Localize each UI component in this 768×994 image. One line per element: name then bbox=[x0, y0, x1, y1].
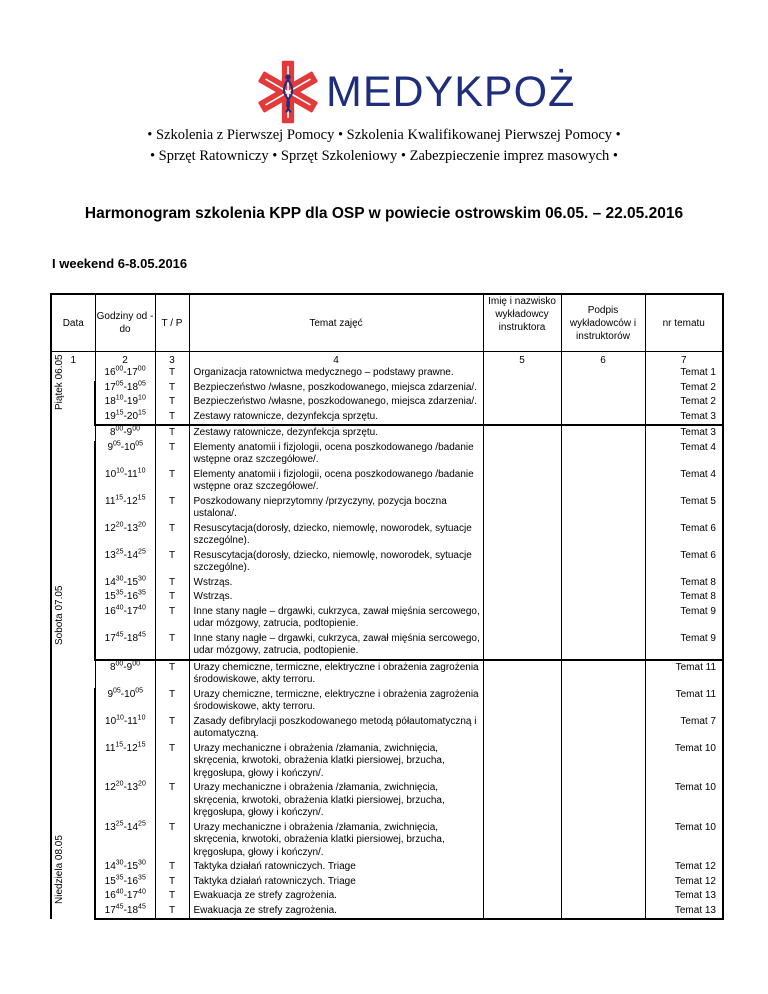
topic-text: Inne stany nagłe – drgawki, cukrzyca, zawał mięśnia sercowego, udar mózgowy, zatrucia, podtopienie. bbox=[189, 605, 483, 632]
time-range: $9^{05}-10^{05}$ bbox=[95, 441, 155, 468]
topic-text: Elementy anatomii i fizjologii, ocena poszkodowanego /badanie wstępne oraz szczegółowe/. bbox=[189, 468, 483, 495]
time-range: $14^{30}-15^{30}$ bbox=[95, 860, 155, 875]
time-to-minute: 10 bbox=[137, 714, 146, 722]
time-range: $12^{20}-13^{20}$ bbox=[95, 522, 155, 549]
time-to-minute: 15 bbox=[137, 494, 146, 502]
time-from-hour: 15 bbox=[104, 591, 116, 602]
document-title: Harmonogram szkolenia KPP dla OSP w powiecie ostrowskim 06.05. – 22.05.2016 bbox=[84, 205, 684, 222]
signature-cell bbox=[561, 860, 645, 875]
time-to-minute: 25 bbox=[138, 548, 146, 556]
time-range: $15^{35}-16^{35}$ bbox=[95, 875, 155, 890]
signature-cell bbox=[561, 495, 645, 522]
time-range: $15^{35}-16^{35}$ bbox=[95, 590, 155, 605]
time-range: $9^{05}-10^{05}$ bbox=[95, 688, 155, 715]
time-range: $13^{25}-14^{25}$ bbox=[95, 821, 155, 861]
col-header-signature: Podpis wykładowców i instruktorów bbox=[561, 294, 645, 352]
signature-cell bbox=[561, 904, 645, 920]
col-header-instructor: Imię i nazwisko wykładowcy instruktora bbox=[483, 294, 561, 352]
topic-number: Temat 8 bbox=[645, 576, 723, 591]
time-from-hour: 8 bbox=[109, 661, 116, 673]
time-to-minute: 00 bbox=[137, 365, 146, 373]
instructor-cell bbox=[483, 576, 561, 591]
column-number: 1 bbox=[51, 352, 95, 367]
time-from-minute: 05 bbox=[115, 380, 124, 388]
table-row bbox=[51, 904, 723, 920]
instructor-cell bbox=[483, 381, 561, 396]
time-from-hour: 15 bbox=[104, 875, 116, 887]
time-from-hour: 8 bbox=[109, 427, 116, 438]
time-to-hour: 15 bbox=[126, 861, 139, 872]
time-to-hour: 16 bbox=[126, 875, 139, 887]
type-tp: T bbox=[155, 495, 189, 522]
time-to-hour: 13 bbox=[126, 522, 139, 534]
topic-text: Taktyka działań ratowniczych. Triage bbox=[189, 875, 483, 890]
time-to-hour: 10 bbox=[124, 441, 136, 453]
table-row bbox=[51, 381, 723, 396]
instructor-cell bbox=[483, 742, 561, 782]
topic-number: Temat 3 bbox=[645, 410, 723, 426]
signature-cell bbox=[561, 781, 645, 821]
signature-cell bbox=[561, 576, 645, 591]
type-tp: T bbox=[155, 821, 189, 861]
table-row bbox=[51, 590, 723, 605]
topic-number: Temat 9 bbox=[645, 605, 723, 632]
time-from-minute: 25 bbox=[115, 548, 124, 556]
topic-text: Resuscytacja(dorosły, dziecko, niemowlę, noworodek, sytuacje szczególne). bbox=[189, 522, 483, 549]
table-row bbox=[51, 715, 723, 742]
time-from-minute: 30 bbox=[115, 575, 124, 583]
table-row bbox=[51, 366, 723, 381]
time-range: $12^{20}-13^{20}$ bbox=[95, 781, 155, 821]
instructor-cell bbox=[483, 860, 561, 875]
time-from-minute: 00 bbox=[115, 365, 124, 373]
time-from-minute: 25 bbox=[115, 820, 124, 828]
type-tp: T bbox=[155, 860, 189, 875]
type-tp: T bbox=[155, 632, 189, 660]
topic-text: Wstrząs. bbox=[189, 590, 483, 605]
time-to-hour: 14 bbox=[126, 549, 139, 561]
topic-number: Temat 4 bbox=[645, 441, 723, 468]
instructor-cell bbox=[483, 425, 561, 441]
time-from-hour: 13 bbox=[104, 549, 116, 561]
time-range: $8^{00}-9^{00}$ bbox=[95, 425, 155, 441]
time-from-minute: 10 bbox=[115, 394, 124, 402]
time-to-hour: 10 bbox=[124, 688, 136, 700]
signature-cell bbox=[561, 366, 645, 381]
instructor-cell bbox=[483, 410, 561, 426]
topic-number: Temat 6 bbox=[645, 522, 723, 549]
signature-cell bbox=[561, 715, 645, 742]
table-row bbox=[51, 410, 723, 426]
time-to-hour: 11 bbox=[127, 468, 138, 480]
topic-number: Temat 11 bbox=[645, 688, 723, 715]
time-to-minute: 35 bbox=[138, 589, 146, 597]
table-row bbox=[51, 781, 723, 821]
time-range: $13^{25}-14^{25}$ bbox=[95, 549, 155, 576]
time-to-minute: 10 bbox=[138, 394, 146, 402]
time-from-minute: 30 bbox=[115, 859, 124, 867]
schedule-table bbox=[50, 293, 724, 920]
instructor-cell bbox=[483, 688, 561, 715]
day-label: Niedziela 08.05 bbox=[54, 835, 65, 904]
signature-cell bbox=[561, 425, 645, 441]
column-number: 4 bbox=[189, 352, 483, 367]
time-from-minute: 10 bbox=[116, 714, 124, 722]
time-from-hour: 13 bbox=[104, 821, 116, 833]
time-from-minute: 35 bbox=[115, 874, 124, 882]
time-range: $16^{40}-17^{40}$ bbox=[95, 889, 155, 904]
column-number: 7 bbox=[645, 352, 723, 367]
signature-cell bbox=[561, 632, 645, 660]
time-to-minute: 45 bbox=[138, 631, 146, 639]
type-tp: T bbox=[155, 715, 189, 742]
time-from-minute: 45 bbox=[115, 631, 124, 639]
brand-logo bbox=[254, 60, 575, 124]
time-from-hour: 10 bbox=[105, 715, 117, 727]
time-from-minute: 00 bbox=[115, 660, 124, 668]
type-tp: T bbox=[155, 381, 189, 396]
topic-text: Elementy anatomii i fizjologii, ocena poszkodowanego /badanie wstępne oraz szczegółowe/. bbox=[189, 441, 483, 468]
type-tp: T bbox=[155, 688, 189, 715]
tagline-line-2: • Sprzęt Ratowniczy • Sprzęt Szkoleniowy • Zabezpieczenie imprez masowych • bbox=[149, 148, 619, 164]
star-of-life-icon bbox=[254, 58, 322, 126]
column-number: 3 bbox=[155, 352, 189, 367]
table-row bbox=[51, 660, 723, 688]
time-to-minute: 05 bbox=[135, 440, 144, 448]
table-row bbox=[51, 522, 723, 549]
instructor-cell bbox=[483, 395, 561, 410]
time-from-minute: 15 bbox=[115, 409, 124, 417]
table-row bbox=[51, 395, 723, 410]
brand-name: MEDYKPOŻ bbox=[326, 67, 576, 116]
time-from-hour: 10 bbox=[105, 468, 117, 480]
topic-number: Temat 4 bbox=[645, 468, 723, 495]
time-to-hour: 14 bbox=[126, 821, 139, 833]
topic-number: Temat 10 bbox=[645, 821, 723, 861]
table-row bbox=[51, 742, 723, 782]
time-to-hour: 13 bbox=[126, 782, 139, 793]
time-from-hour: 12 bbox=[104, 522, 116, 534]
tagline-line-1: • Szkolenia z Pierwszej Pomocy • Szkolenia Kwalifikowanej Pierwszej Pomocy • bbox=[147, 127, 621, 143]
topic-text: Zestawy ratownicze, dezynfekcja sprzętu. bbox=[189, 425, 483, 441]
time-from-hour: 17 bbox=[104, 632, 116, 644]
type-tp: T bbox=[155, 522, 189, 549]
topic-text: Urazy mechaniczne i obrażenia /złamania, zwichnięcia, skręcenia, krwotoki, obrażenia klatki piersiowej, brzucha, kręgosłupa, głowy i kończyn/. bbox=[189, 781, 483, 821]
time-from-hour: 12 bbox=[104, 782, 116, 793]
time-range: $8^{00}-9^{00}$ bbox=[95, 660, 155, 688]
topic-text: Organizacja ratownictwa medycznego – podstawy prawne. bbox=[189, 366, 483, 381]
topic-number: Temat 2 bbox=[645, 395, 723, 410]
time-from-hour: 14 bbox=[104, 861, 116, 872]
signature-cell bbox=[561, 522, 645, 549]
table-row bbox=[51, 576, 723, 591]
time-to-minute: 00 bbox=[132, 425, 141, 433]
time-to-hour: 12 bbox=[126, 742, 138, 754]
time-from-hour: 18 bbox=[104, 396, 116, 407]
column-number: 6 bbox=[561, 352, 645, 367]
time-to-minute: 30 bbox=[138, 575, 146, 583]
table-row bbox=[51, 875, 723, 890]
signature-cell bbox=[561, 410, 645, 426]
time-to-hour: 17 bbox=[126, 605, 139, 617]
signature-cell bbox=[561, 590, 645, 605]
time-from-hour: 9 bbox=[107, 441, 113, 453]
day-label-cell bbox=[51, 425, 95, 660]
time-to-hour: 18 bbox=[126, 381, 139, 393]
topic-text: Inne stany nagłe – drgawki, cukrzyca, zawał mięśnia sercowego, udar mózgowy, zatrucia, podtopienie. bbox=[189, 632, 483, 660]
time-range: $19^{15}-20^{15}$ bbox=[95, 410, 155, 426]
type-tp: T bbox=[155, 366, 189, 381]
time-from-hour: 11 bbox=[105, 495, 116, 507]
col-header-data: Data bbox=[51, 294, 95, 352]
table-row bbox=[51, 468, 723, 495]
topic-text: Zasady defibrylacji poszkodowanego metodą półautomatyczną i automatyczną. bbox=[189, 715, 483, 742]
signature-cell bbox=[561, 395, 645, 410]
instructor-cell bbox=[483, 605, 561, 632]
time-range: $17^{05}-18^{05}$ bbox=[95, 381, 155, 396]
day-label-cell bbox=[51, 354, 95, 425]
type-tp: T bbox=[155, 549, 189, 576]
topic-number: Temat 1 bbox=[645, 366, 723, 381]
table-row bbox=[51, 688, 723, 715]
time-from-minute: 20 bbox=[115, 521, 124, 529]
time-to-hour: 20 bbox=[126, 410, 139, 422]
time-range: $16^{00}-17^{00}$ bbox=[95, 366, 155, 381]
instructor-cell bbox=[483, 715, 561, 742]
day-label-cell bbox=[51, 660, 95, 920]
topic-number: Temat 13 bbox=[645, 889, 723, 904]
time-from-hour: 16 bbox=[104, 367, 116, 378]
time-from-minute: 35 bbox=[115, 589, 124, 597]
type-tp: T bbox=[155, 904, 189, 920]
topic-text: Taktyka działań ratowniczych. Triage bbox=[189, 860, 483, 875]
instructor-cell bbox=[483, 468, 561, 495]
topic-text: Wstrząs. bbox=[189, 576, 483, 591]
time-from-minute: 40 bbox=[115, 604, 124, 612]
topic-number: Temat 6 bbox=[645, 549, 723, 576]
time-from-minute: 15 bbox=[115, 494, 124, 502]
time-to-minute: 40 bbox=[138, 604, 146, 612]
time-to-minute: 15 bbox=[138, 409, 146, 417]
topic-text: Poszkodowany nieprzytomny /przyczyny, pozycja boczna ustalona/. bbox=[189, 495, 483, 522]
table-row bbox=[51, 889, 723, 904]
type-tp: T bbox=[155, 605, 189, 632]
signature-cell bbox=[561, 468, 645, 495]
topic-text: Bezpieczeństwo /własne, poszkodowanego, miejsca zdarzenia/. bbox=[189, 395, 483, 410]
time-from-minute: 45 bbox=[115, 903, 124, 911]
time-range: $16^{40}-17^{40}$ bbox=[95, 605, 155, 632]
time-to-hour: 15 bbox=[126, 576, 139, 588]
time-from-minute: 05 bbox=[113, 440, 121, 448]
time-from-hour: 19 bbox=[104, 410, 116, 422]
time-range: $11^{15}-12^{15}$ bbox=[95, 495, 155, 522]
time-to-minute: 10 bbox=[137, 467, 146, 475]
time-to-minute: 05 bbox=[135, 687, 144, 695]
type-tp: T bbox=[155, 410, 189, 426]
type-tp: T bbox=[155, 660, 189, 688]
table-row bbox=[51, 441, 723, 468]
type-tp: T bbox=[155, 590, 189, 605]
instructor-cell bbox=[483, 875, 561, 890]
time-from-hour: 17 bbox=[104, 904, 116, 916]
topic-text: Urazy mechaniczne i obrażenia /złamania, zwichnięcia, skręcenia, krwotoki, obrażenia klatki piersiowej, brzucha, kręgosłupa, głowy i kończyn/. bbox=[189, 821, 483, 861]
time-to-hour: 18 bbox=[126, 904, 139, 916]
time-range: $17^{45}-18^{45}$ bbox=[95, 632, 155, 660]
table-row bbox=[51, 632, 723, 660]
instructor-cell bbox=[483, 660, 561, 688]
time-to-minute: 20 bbox=[138, 780, 146, 788]
table-row bbox=[51, 605, 723, 632]
topic-number: Temat 12 bbox=[645, 875, 723, 890]
day-label: Piątek 06.05 bbox=[54, 354, 65, 410]
time-from-hour: 14 bbox=[104, 576, 116, 588]
time-to-hour: 16 bbox=[126, 591, 139, 602]
topic-text: Zestawy ratownicze, dezynfekcja sprzętu. bbox=[189, 410, 483, 426]
topic-number: Temat 3 bbox=[645, 425, 723, 441]
signature-cell bbox=[561, 441, 645, 468]
col-header-tp: T / P bbox=[155, 294, 189, 352]
instructor-cell bbox=[483, 781, 561, 821]
time-to-hour: 9 bbox=[126, 661, 133, 673]
table-row bbox=[51, 821, 723, 861]
col-header-hours: Godziny od - do bbox=[95, 294, 155, 352]
weekend-heading: I weekend 6-8.05.2016 bbox=[52, 256, 188, 271]
table-row bbox=[51, 495, 723, 522]
topic-number: Temat 5 bbox=[645, 495, 723, 522]
signature-cell bbox=[561, 821, 645, 861]
topic-text: Urazy chemiczne, termiczne, elektryczne i obrażenia zagrożenia środowiskowe, akty terroru. bbox=[189, 688, 483, 715]
col-header-topic: Temat zajęć bbox=[189, 294, 483, 352]
time-to-minute: 00 bbox=[132, 660, 141, 668]
type-tp: T bbox=[155, 576, 189, 591]
signature-cell bbox=[561, 889, 645, 904]
signature-cell bbox=[561, 549, 645, 576]
signature-cell bbox=[561, 605, 645, 632]
time-to-minute: 35 bbox=[138, 874, 146, 882]
column-number: 5 bbox=[483, 352, 561, 367]
time-to-hour: 18 bbox=[126, 632, 139, 644]
time-from-minute: 15 bbox=[115, 741, 124, 749]
time-to-hour: 11 bbox=[127, 715, 138, 727]
time-from-minute: 20 bbox=[115, 780, 124, 788]
time-to-hour: 9 bbox=[126, 427, 133, 438]
instructor-cell bbox=[483, 632, 561, 660]
instructor-cell bbox=[483, 889, 561, 904]
type-tp: T bbox=[155, 395, 189, 410]
col-header-topic-number: nr tematu bbox=[645, 294, 723, 352]
type-tp: T bbox=[155, 468, 189, 495]
topic-number: Temat 12 bbox=[645, 860, 723, 875]
table-row bbox=[51, 860, 723, 875]
time-to-minute: 05 bbox=[138, 380, 146, 388]
time-from-hour: 16 bbox=[104, 890, 116, 901]
time-range: $11^{15}-12^{15}$ bbox=[95, 742, 155, 782]
signature-cell bbox=[561, 875, 645, 890]
time-range: $10^{10}-11^{10}$ bbox=[95, 468, 155, 495]
topic-number: Temat 8 bbox=[645, 590, 723, 605]
signature-cell bbox=[561, 742, 645, 782]
time-from-hour: 17 bbox=[104, 381, 116, 393]
time-to-minute: 40 bbox=[138, 888, 146, 896]
time-range: $18^{10}-19^{10}$ bbox=[95, 395, 155, 410]
type-tp: T bbox=[155, 781, 189, 821]
time-from-minute: 00 bbox=[115, 425, 124, 433]
topic-text: Urazy chemiczne, termiczne, elektryczne i obrażenia zagrożenia środowiskowe, akty terroru. bbox=[189, 660, 483, 688]
time-from-hour: 11 bbox=[105, 742, 116, 754]
time-to-minute: 15 bbox=[137, 741, 146, 749]
signature-cell bbox=[561, 381, 645, 396]
time-to-minute: 30 bbox=[138, 859, 146, 867]
instructor-cell bbox=[483, 821, 561, 861]
topic-number: Temat 13 bbox=[645, 904, 723, 920]
topic-number: Temat 10 bbox=[645, 742, 723, 782]
signature-cell bbox=[561, 688, 645, 715]
time-range: $14^{30}-15^{30}$ bbox=[95, 576, 155, 591]
time-from-minute: 10 bbox=[116, 467, 124, 475]
instructor-cell bbox=[483, 904, 561, 920]
instructor-cell bbox=[483, 549, 561, 576]
instructor-cell bbox=[483, 441, 561, 468]
type-tp: T bbox=[155, 875, 189, 890]
time-to-minute: 20 bbox=[138, 521, 146, 529]
type-tp: T bbox=[155, 425, 189, 441]
instructor-cell bbox=[483, 522, 561, 549]
type-tp: T bbox=[155, 441, 189, 468]
time-to-hour: 17 bbox=[126, 890, 139, 901]
table-row bbox=[51, 549, 723, 576]
topic-number: Temat 2 bbox=[645, 381, 723, 396]
topic-number: Temat 9 bbox=[645, 632, 723, 660]
table-row bbox=[51, 425, 723, 441]
topic-text: Urazy mechaniczne i obrażenia /złamania, zwichnięcia, skręcenia, krwotoki, obrażenia klatki piersiowej, brzucha, kręgosłupa, głowy i kończyn/. bbox=[189, 742, 483, 782]
instructor-cell bbox=[483, 590, 561, 605]
time-to-hour: 12 bbox=[126, 495, 138, 507]
topic-number: Temat 7 bbox=[645, 715, 723, 742]
type-tp: T bbox=[155, 742, 189, 782]
topic-number: Temat 10 bbox=[645, 781, 723, 821]
topic-text: Ewakuacja ze strefy zagrożenia. bbox=[189, 889, 483, 904]
signature-cell bbox=[561, 660, 645, 688]
type-tp: T bbox=[155, 889, 189, 904]
time-from-hour: 9 bbox=[107, 688, 113, 700]
instructor-cell bbox=[483, 366, 561, 381]
time-to-minute: 45 bbox=[138, 903, 146, 911]
time-to-hour: 17 bbox=[126, 367, 138, 378]
time-from-minute: 40 bbox=[115, 888, 124, 896]
time-from-hour: 16 bbox=[104, 605, 116, 617]
instructor-cell bbox=[483, 495, 561, 522]
time-to-hour: 19 bbox=[126, 396, 139, 407]
time-range: $10^{10}-11^{10}$ bbox=[95, 715, 155, 742]
day-label: Sobota 07.05 bbox=[54, 585, 65, 645]
time-range: $17^{45}-18^{45}$ bbox=[95, 904, 155, 920]
time-from-minute: 05 bbox=[113, 687, 121, 695]
topic-text: Resuscytacja(dorosły, dziecko, niemowlę, noworodek, sytuacje szczególne). bbox=[189, 549, 483, 576]
topic-text: Ewakuacja ze strefy zagrożenia. bbox=[189, 904, 483, 920]
column-number: 2 bbox=[95, 352, 155, 367]
topic-number: Temat 11 bbox=[645, 660, 723, 688]
time-to-minute: 25 bbox=[138, 820, 146, 828]
topic-text: Bezpieczeństwo /własne, poszkodowanego, miejsca zdarzenia/. bbox=[189, 381, 483, 396]
